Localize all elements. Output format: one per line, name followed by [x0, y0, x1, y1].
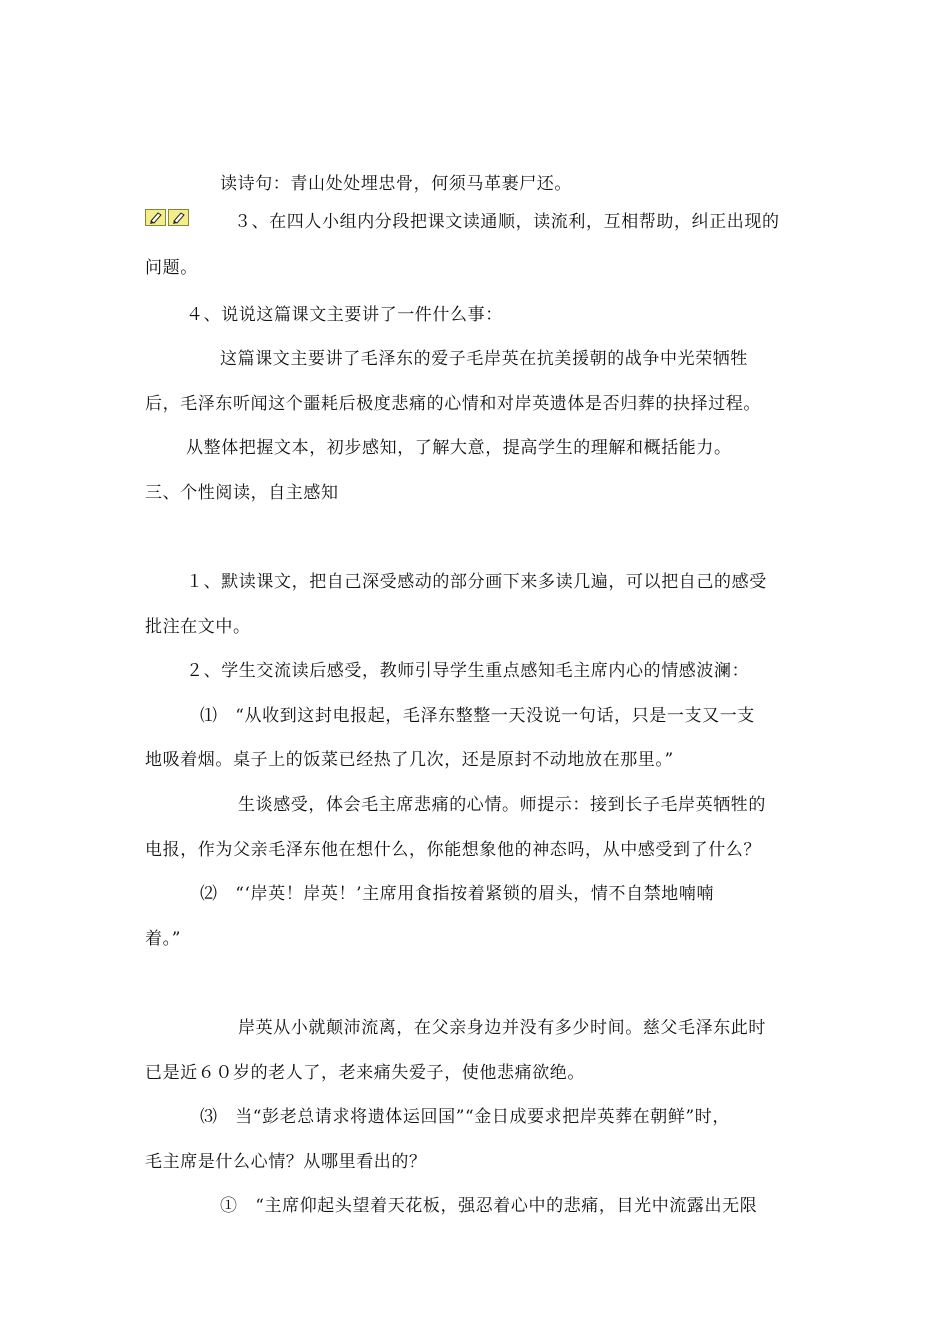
step-4-line: ４、说说这篇课文主要讲了一件什么事：	[186, 305, 503, 325]
summary-line-2: 后，毛泽东听闻这个噩耗后极度悲痛的心情和对岸英遗体是否归葬的抉择过程。	[145, 394, 761, 414]
task-1-line: １、默读课文，把自己深受感动的部分画下来多读几遍，可以把自己的感受	[186, 572, 767, 592]
quote-3-line: ① “主席仰起头望着天花板，强忍着心中的悲痛，目光中流露出无限	[220, 1196, 758, 1216]
quote-2-line: ⑵ “‘岸英！岸英！’主席用食指按着紧锁的眉头，情不自禁地喃喃	[200, 884, 715, 904]
section-heading: 三、个性阅读，自主感知	[145, 483, 339, 503]
step-3-continuation: 问题。	[145, 258, 198, 278]
quote-2-continuation: 着。”	[145, 929, 181, 949]
step-3-line: ３、在四人小组内分段把课文读通顺，读流利，互相帮助，纠正出现的	[234, 212, 780, 232]
feeling-1-line: 生谈感受，体会毛主席悲痛的心情。师提示：接到长子毛岸英牺牲的	[238, 795, 766, 815]
feeling-1-continuation: 电报，作为父亲毛泽东他在想什么，你能想象他的神态吗，从中感受到了什么？	[145, 840, 761, 860]
feeling-2-continuation: 已是近６０岁的老人了，老来痛失爱子，使他悲痛欲绝。	[145, 1063, 585, 1083]
goal-line: 从整体把握文本，初步感知，了解大意，提高学生的理解和概括能力。	[186, 438, 732, 458]
question-3-continuation: 毛主席是什么心情？从哪里看出的？	[145, 1152, 427, 1172]
quote-1-continuation: 地吸着烟。桌子上的饭菜已经热了几次，还是原封不动地放在那里。”	[145, 750, 674, 770]
poem-reading-line: 读诗句：青山处处埋忠骨，何须马革裹尸还。	[220, 174, 572, 194]
task-2-line: ２、学生交流读后感受，教师引导学生重点感知毛主席内心的情感波澜：	[186, 661, 750, 681]
pencil-note-icon	[145, 209, 166, 226]
pencil-note-icon	[168, 209, 189, 226]
feeling-2-line: 岸英从小就颠沛流离，在父亲身边并没有多少时间。慈父毛泽东此时	[238, 1018, 766, 1038]
task-1-continuation: 批注在文中。	[145, 617, 251, 637]
question-3-line: ⑶ 当“彭老总请求将遗体运回国”“金日成要求把岸英葬在朝鲜”时，	[200, 1107, 730, 1127]
quote-1-line: ⑴ “从收到这封电报起，毛泽东整整一天没说一句话，只是一支又一支	[200, 706, 755, 726]
summary-line-1: 这篇课文主要讲了毛泽东的爱子毛岸英在抗美援朝的战争中光荣牺牲	[220, 349, 748, 369]
annotation-icons	[145, 209, 191, 227]
